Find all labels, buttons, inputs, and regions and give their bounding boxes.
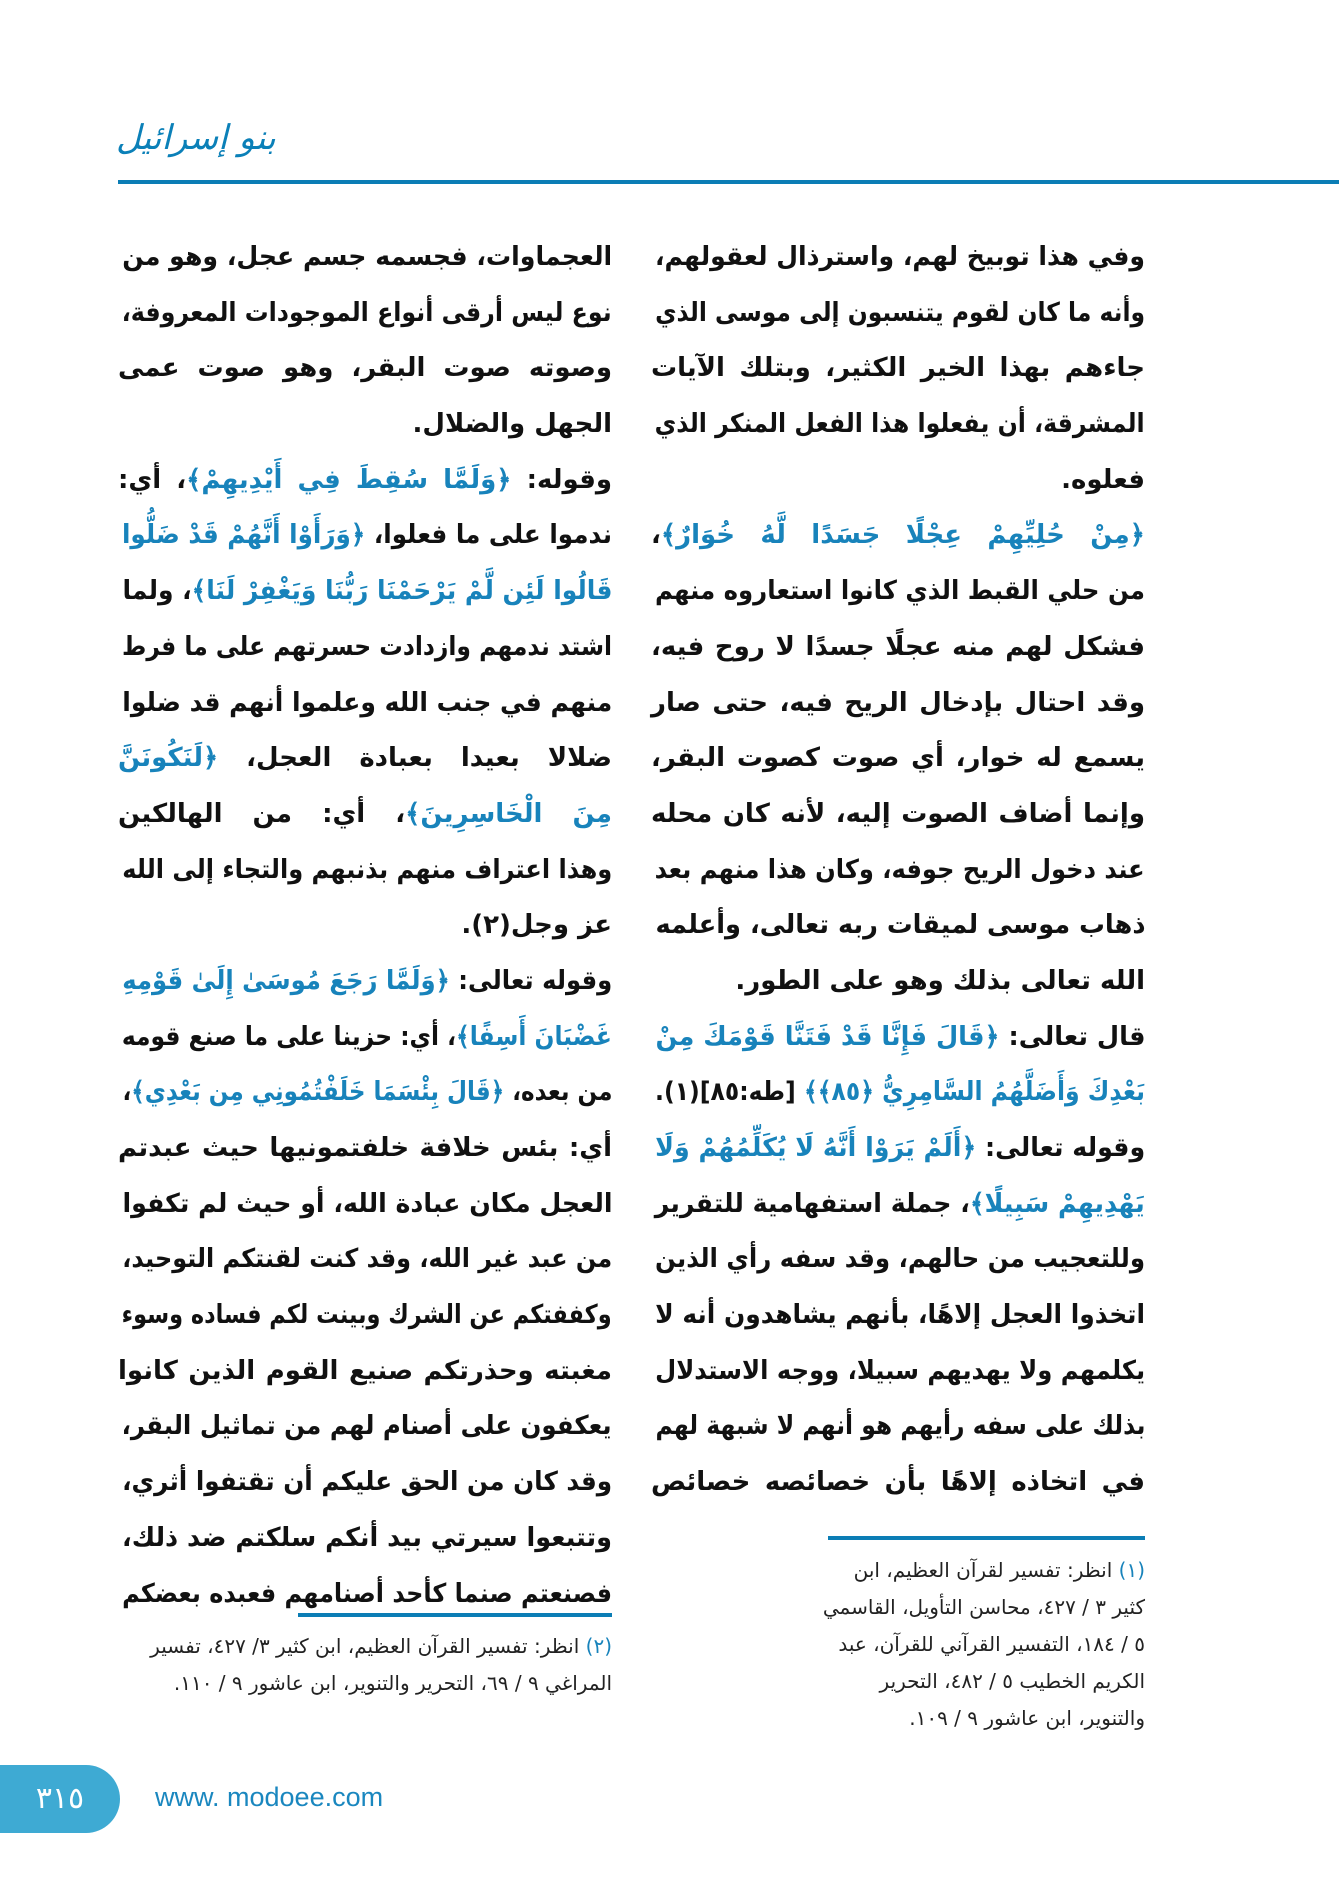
footnote-text: انظر: تفسير لقرآن العظيم، ابن كثير ٣ / ٤٢٧، محاسن التأويل، القاسمي ٥ / ١٨٤، التفسير القرآني للقرآن، عبد الكريم الخطيب ٥ / ٤٨٢، التحرير والتنوير، ابن عاشور ٩ / ١٠٩. — [822, 1558, 1145, 1730]
quran-verse: بَعْدِكَ وَأَضَلَّهُمُ السَّامِرِيُّ ﴿٨٥﴾﴾ — [803, 1077, 1145, 1108]
text-line — [122, 1511, 612, 1567]
text-line — [655, 1010, 1145, 1066]
text-line — [118, 397, 612, 453]
text-line — [122, 230, 612, 286]
body-text: المشرقة، أن يفعلوا هذا الفعل المنكر الذي — [655, 409, 1145, 440]
body-text: وقوله تعالى: — [976, 1133, 1145, 1163]
text-line — [118, 453, 612, 509]
body-text: وفي هذا توبيخ لهم، واسترذال لعقولهم، — [655, 242, 1145, 272]
text-line — [118, 1121, 612, 1177]
body-text: ذهاب موسى لميقات ربه تعالى، وأعلمه — [655, 910, 1145, 941]
text-line — [655, 230, 1145, 286]
text-line — [655, 1121, 1145, 1177]
text-line — [118, 898, 612, 954]
text-line — [655, 286, 1145, 342]
body-text: قال تعالى: — [999, 1021, 1145, 1052]
quran-verse: ﴿مِنْ حُلِيِّهِمْ عِجْلًا جَسَدًا لَّهُ خُوَارٌ﴾ — [660, 520, 1145, 551]
body-text: عند دخول الريح جوفه، وكان هذا منهم بعد — [655, 854, 1145, 885]
body-text: وهذا اعتراف منهم بذنبهم والتجاء إلى الله — [122, 854, 612, 885]
text-line — [122, 508, 612, 564]
body-text: وقد كان من الحق عليكم أن تقتفوا أثري، — [122, 1467, 612, 1498]
body-text: ندموا على ما فعلوا، — [365, 520, 612, 551]
text-line — [122, 1010, 612, 1066]
body-text: ، — [122, 1077, 131, 1108]
quran-verse: ﴿وَلَمَّا سُقِطَ فِي أَيْدِيهِمْ﴾ — [186, 464, 512, 495]
body-text: وصوته صوت البقر، وهو صوت عمى — [118, 353, 612, 384]
body-text: يسمع له خوار، أي صوت كصوت البقر، — [651, 743, 1145, 774]
text-line — [122, 676, 612, 732]
text-line — [118, 787, 612, 843]
text-line — [118, 1344, 612, 1400]
text-line — [651, 787, 1145, 843]
text-line — [655, 397, 1145, 453]
body-text: في اتخاذه إلاهًا بأن خصائصه خصائص — [651, 1467, 1145, 1498]
footnote-separator-right — [828, 1536, 1145, 1540]
text-line — [122, 843, 612, 899]
text-line — [651, 453, 1145, 509]
body-text: فشكل لهم منه عجلًا جسدًا لا روح فيه، — [651, 631, 1145, 662]
text-line — [122, 954, 612, 1010]
footnote-text: انظر: تفسير القرآن العظيم، ابن كثير ٣/ ٤٢٧، تفسير المراغي ٩ / ٦٩، التحرير والتنوير، ابن عاشور ٩ / ١١٠. — [150, 1634, 612, 1695]
text-line — [655, 1288, 1145, 1344]
body-text: اشتد ندمهم وازدادت حسرتهم على ما فرط — [122, 631, 612, 662]
text-line — [651, 954, 1145, 1010]
quran-verse: ﴿قَالَ فَإِنَّا قَدْ فَتَنَّا قَوْمَكَ مِنْ — [655, 1021, 1000, 1052]
footnote-separator-left — [298, 1613, 612, 1617]
body-text: منهم في جنب الله وعلموا أنهم قد ضلوا — [122, 687, 612, 718]
text-line — [651, 731, 1145, 787]
body-text: ، ولما — [122, 576, 192, 607]
quran-verse: مِنَ الْخَاسِرِينَ﴾ — [405, 798, 612, 829]
text-line — [122, 1232, 612, 1288]
text-line — [118, 341, 612, 397]
body-text: وقوله: — [511, 464, 613, 495]
quran-verse: يَهْدِيهِمْ سَبِيلًا﴾ — [970, 1188, 1145, 1219]
text-line — [122, 1065, 612, 1121]
body-text: وقوله تعالى: — [449, 965, 612, 996]
body-text: اتخذوا العجل إلاهًا، بأنهم يشاهدون أنه لا — [655, 1300, 1145, 1331]
body-text: ، أي: من الهالكين — [118, 798, 406, 829]
text-line — [122, 286, 612, 342]
footnote-2 — [118, 1628, 612, 1702]
text-line — [122, 1455, 612, 1511]
quran-verse: ﴿وَلَمَّا رَجَعَ مُوسَىٰ إِلَىٰ قَوْمِهِ — [122, 965, 450, 996]
text-line — [122, 564, 612, 620]
text-line — [651, 508, 1145, 564]
body-text: وتتبعوا سيرتي بيد أنكم سلكتم ضد ذلك، — [122, 1522, 612, 1553]
body-text: وكففتكم عن الشرك وبينت لكم فساده وسوء — [122, 1300, 612, 1331]
body-text: يكلمهم ولا يهديهم سبيلا، ووجه الاستدلال — [655, 1355, 1145, 1386]
text-line — [122, 1288, 612, 1344]
left-column — [118, 230, 612, 1622]
footnote-number: (٢) — [585, 1634, 612, 1658]
text-line — [655, 1399, 1145, 1455]
body-text: من بعده، — [503, 1077, 612, 1108]
body-text: بذلك على سفه رأيهم هو أنهم لا شبهة لهم — [655, 1411, 1145, 1442]
quran-verse: ﴿وَرَأَوْا أَنَّهُمْ قَدْ ضَلُّوا — [122, 520, 366, 551]
text-line — [655, 1232, 1145, 1288]
body-text: مغبته وحذرتكم صنيع القوم الذين كانوا — [118, 1355, 612, 1386]
text-line — [122, 1399, 612, 1455]
body-text: فعلوه. — [1061, 464, 1145, 495]
text-line — [122, 1177, 612, 1233]
quran-verse: غَضْبَانَ أَسِفًا﴾ — [456, 1021, 612, 1052]
text-line — [651, 620, 1145, 676]
text-line — [651, 676, 1145, 732]
text-line — [655, 1065, 1145, 1121]
body-text: العجل مكان عبادة الله، أو حيث لم تكفوا — [122, 1188, 612, 1219]
body-text: أي: بئس خلافة خلفتمونيها حيث عبدتم — [118, 1133, 612, 1163]
text-line — [655, 564, 1145, 620]
body-text: ، أي: — [118, 464, 187, 495]
text-line — [655, 1344, 1145, 1400]
body-text: وأنه ما كان لقوم يتنسبون إلى موسى الذي — [655, 297, 1145, 328]
body-text: الجهل والضلال. — [412, 409, 612, 440]
quran-verse: قَالُوا لَئِن لَّمْ يَرْحَمْنَا رَبُّنَا وَيَغْفِرْ لَنَا﴾ — [191, 576, 612, 607]
body-text: عز وجل(٢). — [461, 910, 612, 941]
body-text: وإنما أضاف الصوت إليه، لأنه كان محله — [651, 798, 1145, 829]
footnote-number: (١) — [1118, 1558, 1145, 1582]
running-title: بنو إسرائيل — [116, 118, 276, 158]
body-text: يعكفون على أصنام لهم من تماثيل البقر، — [122, 1411, 612, 1442]
text-line — [655, 843, 1145, 899]
quran-verse: ﴿لَنَكُونَنَّ — [118, 743, 219, 774]
text-line — [118, 731, 612, 787]
website-url[interactable]: www. modoee.com — [155, 1782, 384, 1812]
body-text: نوع ليس أرقى أنواع الموجودات المعروفة، — [122, 297, 612, 328]
body-text: ، جملة استفهامية للتقرير — [655, 1188, 971, 1219]
text-line — [651, 1455, 1145, 1511]
quran-verse: ﴿أَلَمْ يَرَوْا أَنَّهُ لَا يُكَلِّمُهُمْ وَلَا — [655, 1133, 977, 1163]
text-line — [651, 341, 1145, 397]
body-text: ضلالا بعيدا بعبادة العجل، — [218, 743, 612, 774]
body-text: [طه:٨٥](١). — [655, 1077, 804, 1108]
body-text: فصنعتم صنما كأحد أصنامهم فعبده بعضكم — [122, 1578, 612, 1609]
text-line — [655, 898, 1145, 954]
body-text: من عبد غير الله، وقد كنت لقنتكم التوحيد، — [122, 1244, 612, 1275]
text-line — [122, 620, 612, 676]
body-text: وقد احتال بإدخال الريح فيه، حتى صار — [651, 687, 1145, 718]
body-text: جاءهم بهذا الخير الكثير، وبتلك الآيات — [651, 353, 1145, 384]
body-text: وللتعجيب من حالهم، وقد سفه رأي الذين — [655, 1244, 1145, 1275]
quran-verse: ﴿قَالَ بِئْسَمَا خَلَفْتُمُونِي مِن بَعْدِي﴾ — [130, 1077, 504, 1108]
page-number-badge: ٣١٥ — [0, 1765, 120, 1833]
right-column — [651, 230, 1145, 1511]
body-text: العجماوات، فجسمه جسم عجل، وهو من — [122, 242, 612, 272]
header-rule — [118, 180, 1339, 184]
body-text: من حلي القبط الذي كانوا استعاروه منهم — [655, 576, 1145, 607]
body-text: ، أي: حزينا على ما صنع قومه — [122, 1021, 457, 1052]
text-line — [655, 1177, 1145, 1233]
body-text: الله تعالى بذلك وهو على الطور. — [735, 965, 1145, 996]
body-text: ، — [651, 520, 661, 551]
footnote-1 — [820, 1552, 1145, 1737]
